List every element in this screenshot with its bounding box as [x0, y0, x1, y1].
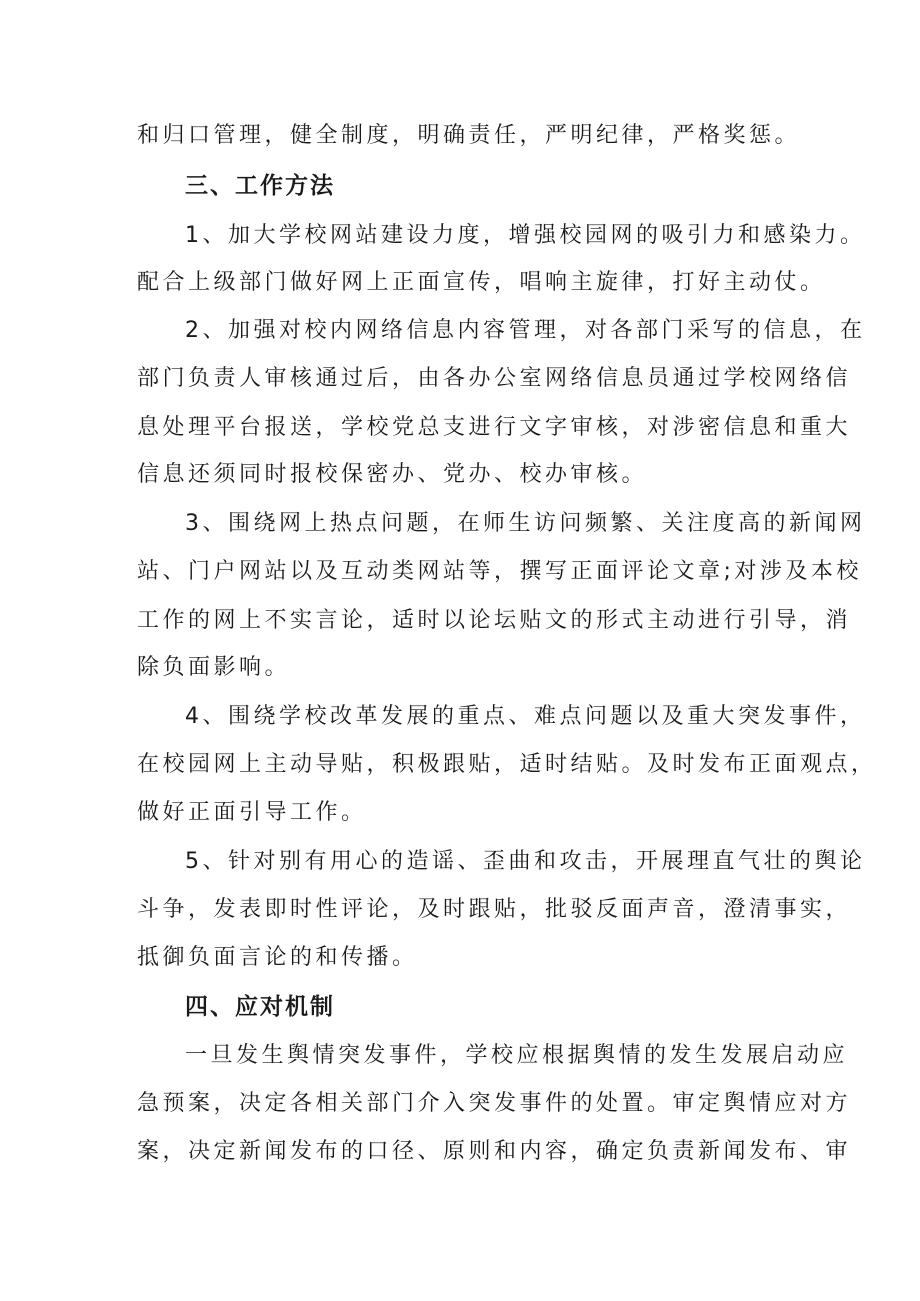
paragraph-line: 配合上级部门做好网上正面宣传，唱响主旋律，打好主动仗。 [137, 270, 826, 295]
paragraph-line: 4、围绕学校改革发展的重点、难点问题以及重大突发事件， [185, 704, 866, 729]
paragraph-line: 斗争，发表即时性评论，及时跟贴，批驳反面声音，澄清事实， [137, 897, 852, 922]
paragraph-line: 抵御负面言论的和传播。 [137, 945, 418, 970]
paragraph-line: 站、门户网站以及互动类网站等，撰写正面评论文章;对涉及本校 [137, 559, 862, 584]
paragraph-line: 案，决定新闻发布的口径、原则和内容，确定负责新闻发布、审 [137, 1139, 852, 1164]
paragraph-line: 5、针对别有用心的造谣、歪曲和攻击，开展理直气壮的舆论 [185, 849, 866, 874]
paragraph-line: 部门负责人审核通过后，由各办公室网络信息员通过学校网络信 [137, 366, 852, 391]
paragraph-line: 除负面影响。 [137, 655, 291, 680]
section-heading-methods: 三、工作方法 [185, 173, 335, 199]
paragraph-line: 一旦发生舆情突发事件，学校应根据舆情的发生发展启动应 [185, 1043, 849, 1068]
paragraph-line: 做好正面引导工作。 [137, 800, 367, 825]
paragraph-line: 3、围绕网上热点问题，在师生访问频繁、关注度高的新闻网 [185, 511, 866, 536]
paragraph-line: 工作的网上不实言论，适时以论坛贴文的形式主动进行引导，消 [137, 608, 852, 633]
paragraph-line: 信息还须同时报校保密办、党办、校办审核。 [137, 462, 648, 487]
paragraph-line: 在校园网上主动导贴，积极跟贴，适时结贴。及时发布正面观点， [137, 752, 877, 777]
paragraph-line: 1、加大学校网站建设力度，增强校园网的吸引力和感染力。 [185, 223, 866, 248]
section-heading-response-mechanism: 四、应对机制 [185, 994, 335, 1020]
paragraph-line: 急预案，决定各相关部门介入突发事件的处置。审定舆情应对方 [137, 1091, 852, 1116]
paragraph-line: 和归口管理，健全制度，明确责任，严明纪律，严格奖惩。 [137, 123, 801, 148]
paragraph-line: 2、加强对校内网络信息内容管理，对各部门采写的信息，在 [185, 318, 866, 343]
paragraph-line: 息处理平台报送，学校党总支进行文字审核，对涉密信息和重大 [137, 415, 852, 440]
